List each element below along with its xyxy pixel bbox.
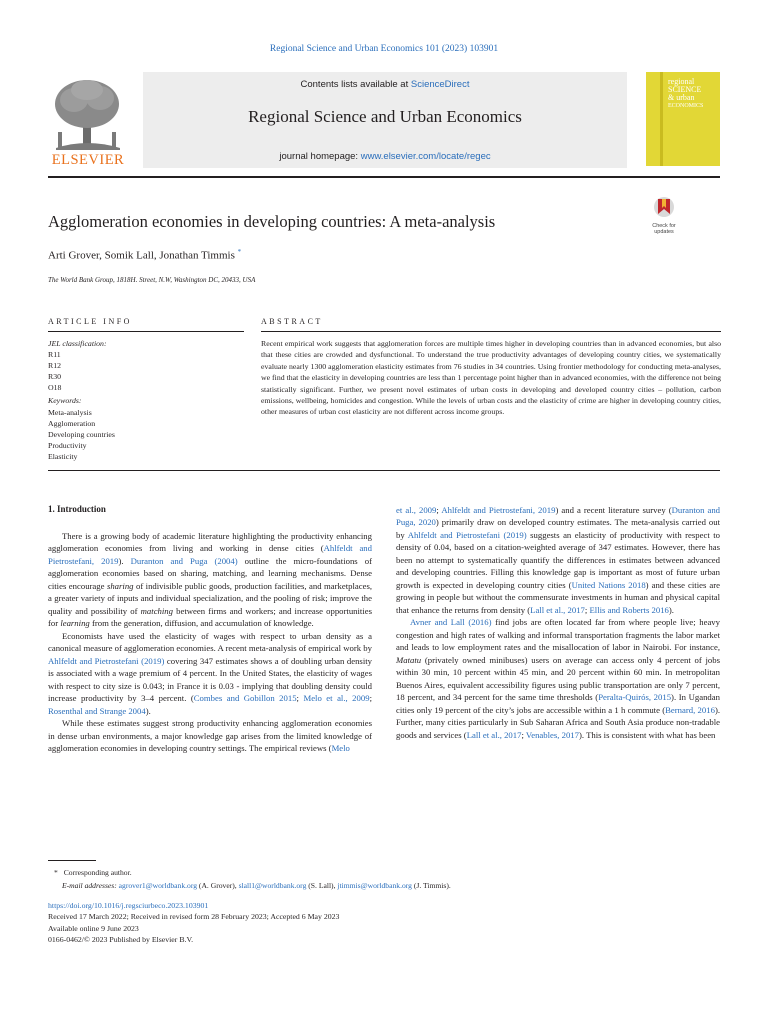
elsevier-wordmark: ELSEVIER: [51, 152, 125, 168]
jel-code: R11: [48, 350, 61, 360]
abstract-text: Recent empirical work suggests that agglomeration forces are multiple times higher in developing countries than in advanced economies, but also that these cities are crowded and dysfunctional. To understand the true productivity advantages of developing country cities, we systematically evaluate nearly 1300 agglomeration elasticity estimates from 76 studies in 34 countries. Using frontier methodology for conducting meta-analyses, we find that the elasticity in developing countries are less than 1 percentage point higher than in advanced economies, with the difference not being statistically significant. Further, we present novel estimates of urban costs in developing and developed country cities – pollution, carbon emissions, wellbeing, homicides and congestion. While the levels of urban costs and the elasticity of crime are higher in developing country cities, other measures of urban cost elasticity are not different across income groups.: [261, 339, 721, 417]
text-run: of indivisible public goods, production facilities, and marketplaces, a greater variety of inputs and individual specialization, and the pooling of risk; improve the quality and possibility of: [48, 580, 372, 616]
journal-title: Regional Science and Urban Economics: [248, 107, 522, 126]
section-heading: 1. Introduction: [48, 504, 106, 514]
citation-link[interactable]: Venables, 2017: [525, 729, 579, 740]
corresponding-text: Corresponding author.: [63, 868, 132, 877]
citation-link[interactable]: et al., 2009: [396, 505, 437, 515]
paragraph: [48, 630, 372, 717]
publication-info: [48, 900, 339, 945]
text-run: suggests an elasticity of productivity with respect to density of 0.04, based on a citation-weighted average of 347 estimates. However, there has been no attempt to systematically quantify the differences in estimates between advanced and developing countries. Filling this knowledge gap is important as most of future urban growth is expected in developing country cities (: [396, 529, 720, 590]
text-run: from the generation, diffusion, and accumulation of knowledge.: [89, 618, 314, 629]
cover-line: regional: [668, 77, 695, 86]
citation-link[interactable]: Ahlfeldt and Pietrostefani (2019): [407, 529, 527, 540]
elsevier-logo[interactable]: [46, 72, 130, 168]
author-list: [48, 248, 241, 262]
text-run: ).: [118, 555, 131, 566]
emphasis: matching: [140, 605, 173, 616]
check-updates-line: updates: [654, 229, 674, 235]
doi-link[interactable]: https://doi.org/10.1016/j.regsciurbeco.2023.103901: [48, 901, 209, 910]
citation-link[interactable]: Peralta-Quirós, 2015: [598, 692, 672, 703]
header-rule: [48, 176, 720, 178]
text-run: ). In Ugandan cities only 19 percent of the city’s jobs are accessible within a 1 h commute (: [396, 692, 720, 715]
bookmark-icon: [645, 196, 683, 218]
text-run: ;: [369, 693, 372, 704]
check-updates-line: Check for: [652, 223, 676, 229]
text-run: Economists have used the elasticity of wages with respect to urban density as a canonical measure of agglomeration economies. A recent meta-analysis of empirical work by: [48, 630, 372, 654]
homepage-prefix: journal homepage:: [279, 151, 361, 162]
text-run: While these estimates suggest strong productivity enhancing agglomeration economies in dense urban environments, a major knowledge gap arises from the limited knowledge of agglomeration economies in developing country settings. The empirical reviews (: [48, 718, 372, 754]
citation-link[interactable]: Melo et al., 2009: [303, 693, 370, 704]
cover-line: SCIENCE: [668, 85, 702, 94]
text-run: outline the micro-foundations of agglomeration economies based on sharing, matching, and learning mechanisms. Dense cities encourage: [48, 555, 372, 591]
keyword: Productivity: [48, 440, 87, 450]
citation-link[interactable]: Ahlfeldt and Pietrostefani, 2019: [441, 505, 556, 515]
citation-link[interactable]: Rosenthal and Strange 2004: [48, 705, 146, 716]
affiliation: The World Bank Group, 1818H. Street, N.W, Washington DC, 20433, USA: [48, 276, 256, 284]
text-run: ).: [145, 705, 151, 716]
text-run: ) and these cities are growing in people but without the commensurate investments in human and physical capital that enhance the returns from density (: [396, 579, 720, 615]
citation-link[interactable]: Avner and Lall (2016): [410, 617, 492, 628]
abstract-bottom-rule: [48, 470, 720, 471]
article-info-rule: [48, 331, 244, 332]
cover-line: ECONOMICS: [668, 103, 704, 109]
contents-line: [143, 79, 627, 90]
corresponding-author-mark[interactable]: *: [237, 248, 242, 256]
keyword: Developing countries: [48, 429, 115, 439]
text-run: find jobs are often located far from where people live; heavy congestion and high rates of walking and informal transportation fragments the labor market and leads to low employment rates and the misallocation of labor in Nairobi. For instance,: [396, 617, 720, 653]
footnotes: [48, 866, 451, 892]
email-owner: (S. Lall),: [306, 881, 338, 890]
journal-cover-thumbnail[interactable]: [646, 72, 720, 166]
email-link[interactable]: slall1@worldbank.org: [238, 881, 307, 890]
emphasis: sharing: [106, 580, 134, 591]
text-run: covering 347 estimates shows a of doubling urban density is associated with a wage premium of 4 percent. In the United States, the elasticity of wages with respect to city size is 0.043; in France it is 0.03 - implying that doubling density could increase productivity by 3–4 percent. (: [48, 655, 372, 704]
authors: Arti Grover, Somik Lall, Jonathan Timmis: [48, 249, 235, 262]
cover-stripe: [660, 72, 663, 166]
footnote-rule: [48, 860, 96, 861]
text-run: ) primarily draw on developed country estimates. The meta-analysis carried out by: [396, 517, 721, 540]
keywords-label: Keywords:: [48, 396, 82, 406]
abstract-rule: [261, 331, 721, 332]
paragraph: [48, 530, 372, 630]
text-run: ;: [521, 729, 526, 740]
text-run: ). Further, many cities particularly in Sub Saharan Africa and South Asia produce non-tradable goods and services (: [396, 704, 721, 740]
jel-code: O18: [48, 383, 62, 393]
email-link[interactable]: jtimmis@worldbank.org: [337, 881, 412, 890]
article-title: Agglomeration economies in developing countries: A meta-analysis: [48, 212, 496, 231]
citation-link[interactable]: Combes and Gobillon 2015: [193, 693, 297, 704]
homepage-link[interactable]: www.elsevier.com/locate/regec: [360, 151, 491, 162]
email-label: E-mail addresses:: [62, 881, 117, 890]
received-dates: Received 17 March 2022; Received in revised form 28 February 2023; Accepted 6 May 2023: [48, 912, 340, 922]
emphasis: Matatu: [396, 654, 422, 665]
keyword: Agglomeration: [48, 418, 96, 428]
email-link[interactable]: agrover1@worldbank.org: [118, 881, 198, 890]
text-run: ;: [436, 505, 442, 515]
left-column: [48, 530, 372, 755]
citation-link[interactable]: Ahlfeldt and Pietrostefani, 2019: [48, 543, 372, 566]
article-info-block: [48, 338, 244, 462]
text-run: ;: [296, 693, 304, 704]
text-run: ). This is consistent with what has been: [578, 729, 716, 740]
copyright: 0166-0462/© 2023 Published by Elsevier B.V.: [48, 934, 194, 944]
jel-label: JEL classification:: [48, 339, 107, 348]
text-run: ;: [584, 604, 590, 615]
text-run: (privately owned minibuses) users on average can access only 4 percent of jobs within 30 min, 10 percent within 45 min, and 20 percent within 60 min. In metropolitan Buenos Aires, equivalent accessibility figures using public transportation are only 7 percent, 18 percent, and 34 percent for the same time thresholds (: [396, 654, 720, 703]
email-footnote: [62, 879, 451, 892]
text-run: ) and a recent literature survey (: [555, 505, 672, 515]
text-run: There is a growing body of academic literature highlighting the productivity enhancing agglomeration economies from living and working in dense cities (: [48, 531, 372, 554]
citation-link[interactable]: Lall et al., 2017: [466, 729, 522, 740]
homepage-line: [143, 151, 627, 162]
text-run: ).: [668, 604, 674, 615]
email-owner: (A. Grover),: [197, 881, 239, 890]
citation-link[interactable]: United Nations 2018: [571, 579, 646, 590]
journal-reference[interactable]: Regional Science and Urban Economics 101 (2023) 103901: [269, 44, 499, 54]
abstract-header: ABSTRACT: [261, 317, 323, 326]
corresponding-footnote: [48, 866, 451, 879]
citation-link[interactable]: Ahlfeldt and Pietrostefani (2019): [48, 655, 165, 666]
emphasis: learning: [60, 618, 90, 629]
paragraph: [396, 504, 720, 616]
citation-link[interactable]: Lall et al., 2017: [530, 604, 585, 615]
keyword: Elasticity: [48, 451, 78, 461]
sciencedirect-link[interactable]: ScienceDirect: [410, 79, 470, 90]
paragraph: [396, 616, 720, 741]
citation-link[interactable]: Ellis and Roberts 2016: [589, 604, 669, 615]
available-online: Available online 9 June 2023: [48, 923, 139, 933]
check-for-updates-badge[interactable]: [645, 196, 683, 235]
keyword: Meta-analysis: [48, 407, 92, 417]
cover-line: & urban: [668, 93, 695, 102]
jel-code: R12: [48, 361, 61, 371]
citation-link[interactable]: Bernard, 2016: [665, 704, 715, 715]
article-info-header: ARTICLE INFO: [48, 317, 132, 326]
text-run: between firms and workers; and increase opportunities for: [48, 605, 372, 629]
footnote-mark: *: [54, 868, 58, 877]
email-owner: (J. Timmis).: [411, 881, 451, 890]
cover-title: [668, 78, 703, 110]
jel-code: R30: [48, 372, 61, 382]
citation-link[interactable]: Melo: [331, 743, 350, 754]
paragraph: [48, 717, 372, 754]
citation-link[interactable]: Duranton and Puga, 2020: [396, 505, 721, 528]
right-column: [396, 504, 720, 741]
citation-link[interactable]: Duranton and Puga (2004): [130, 555, 238, 566]
contents-prefix: Contents lists available at: [300, 79, 411, 90]
